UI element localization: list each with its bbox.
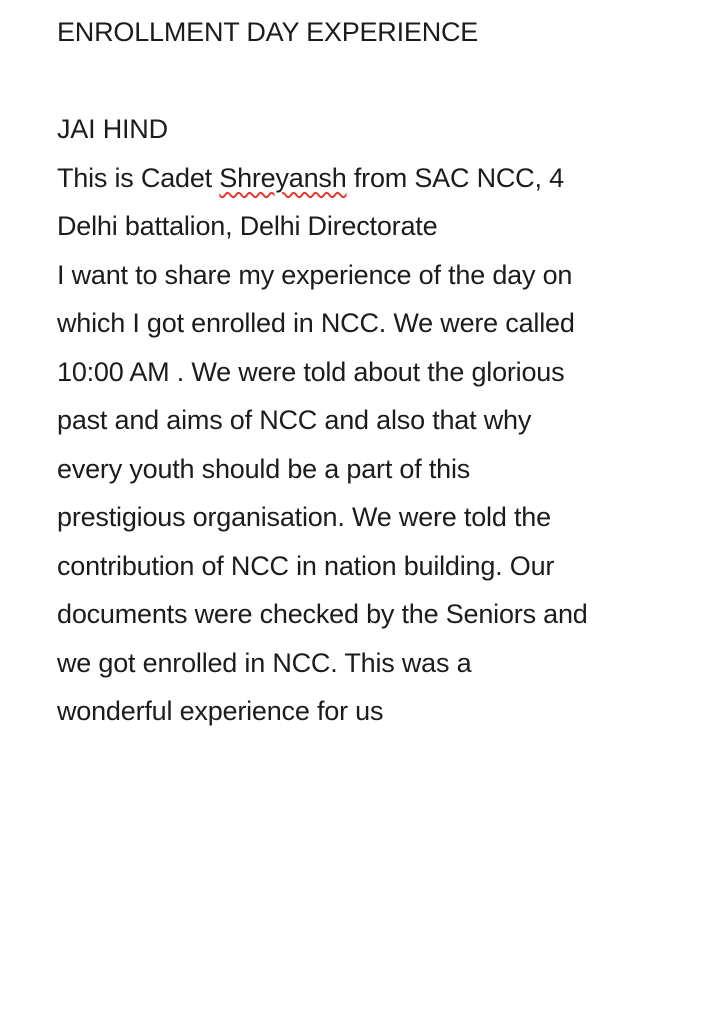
body-line: we got enrolled in NCC. This was a (57, 647, 472, 678)
body-line: contribution of NCC in nation building. Our (57, 550, 555, 581)
body-line: every youth should be a part of this (57, 453, 471, 484)
document-title: ENROLLMENT DAY EXPERIENCE (57, 17, 479, 47)
blank-line (57, 57, 657, 106)
body-line: which I got enrolled in NCC. We were called (57, 308, 575, 338)
intro-suffix: from SAC NCC, 4 (346, 162, 564, 193)
body-line: documents were checked by the Seniors and (57, 599, 588, 629)
note-editor[interactable] (57, 8, 657, 736)
body-line: prestigious organisation. We were told the (57, 502, 551, 532)
body-line: past and aims of NCC and also that why (57, 405, 532, 435)
body-line: 10:00 AM . We were told about the glorious (57, 356, 565, 387)
intro-line (57, 154, 657, 203)
body-line: wonderful experience for us (57, 696, 384, 726)
body-line: I want to share my experience of the day on (57, 259, 573, 290)
intro-line-2: Delhi battalion, Delhi Directorate (57, 211, 438, 241)
intro-prefix: This is Cadet (57, 162, 220, 193)
greeting-line: JAI HIND (57, 114, 168, 144)
misspelled-word[interactable]: Shreyansh (219, 162, 347, 193)
